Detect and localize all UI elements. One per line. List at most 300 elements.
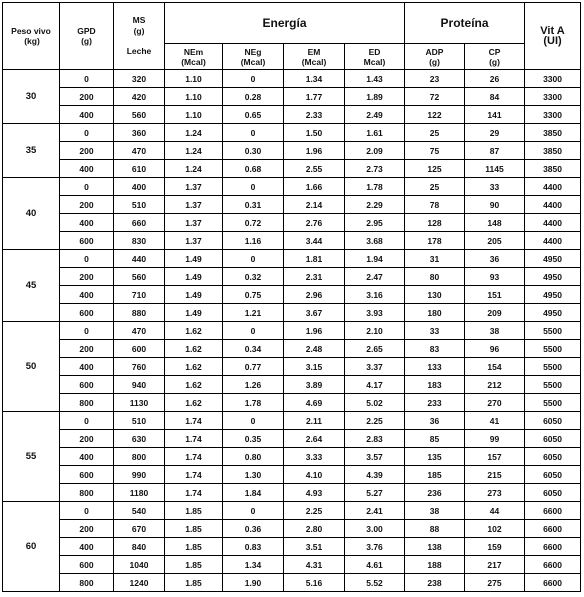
table-row [3, 304, 581, 322]
em-cell: 3.33 [284, 448, 345, 466]
neg-unit: (Mcal) [240, 56, 266, 67]
gpd-cell: 200 [60, 142, 114, 160]
nem-cell: 1.37 [165, 178, 223, 196]
em-cell: 4.93 [284, 484, 345, 502]
em-cell: 3.89 [284, 376, 345, 394]
nem-cell: 1.85 [165, 574, 223, 592]
nem-cell: 1.10 [165, 106, 223, 124]
neg-cell: 1.84 [223, 484, 284, 502]
table-row [3, 484, 581, 502]
em-cell: 1.77 [284, 88, 345, 106]
em-cell: 2.11 [284, 412, 345, 430]
em-cell: 2.96 [284, 286, 345, 304]
gpd-header [60, 3, 114, 70]
nem-header [165, 44, 223, 70]
vit-a-cell: 5500 [525, 376, 581, 394]
nem-cell: 1.74 [165, 484, 223, 502]
peso-vivo-cell: 40 [3, 178, 60, 250]
table-row [3, 268, 581, 286]
ms-cell: 470 [114, 142, 165, 160]
cp-cell: 36 [465, 250, 525, 268]
adp-unit: (g) [429, 56, 440, 67]
nem-cell: 1.62 [165, 394, 223, 412]
ms-cell: 600 [114, 340, 165, 358]
table-body [3, 70, 581, 592]
adp-cell: 122 [405, 106, 465, 124]
table-row [3, 178, 581, 196]
nem-cell: 1.85 [165, 538, 223, 556]
adp-cell: 33 [405, 322, 465, 340]
peso-vivo-cell: 50 [3, 322, 60, 412]
gpd-cell: 400 [60, 286, 114, 304]
cp-cell: 99 [465, 430, 525, 448]
neg-cell: 0.34 [223, 340, 284, 358]
adp-cell: 88 [405, 520, 465, 538]
ed-cell: 1.89 [345, 88, 405, 106]
neg-cell: 0 [223, 178, 284, 196]
adp-cell: 138 [405, 538, 465, 556]
em-cell: 1.50 [284, 124, 345, 142]
nem-cell: 1.49 [165, 268, 223, 286]
energia-group-header: Energía [165, 3, 405, 44]
nem-cell: 1.62 [165, 340, 223, 358]
em-cell: 1.96 [284, 142, 345, 160]
table-row [3, 394, 581, 412]
cp-cell: 87 [465, 142, 525, 160]
peso-vivo-cell: 45 [3, 250, 60, 322]
em-cell: 1.34 [284, 70, 345, 88]
em-cell: 2.64 [284, 430, 345, 448]
neg-cell: 0.77 [223, 358, 284, 376]
ms-cell: 630 [114, 430, 165, 448]
table-row [3, 358, 581, 376]
table-row [3, 574, 581, 592]
vit-a-cell: 4950 [525, 268, 581, 286]
ms-cell: 760 [114, 358, 165, 376]
adp-cell: 25 [405, 124, 465, 142]
ms-cell: 510 [114, 412, 165, 430]
table-row [3, 124, 581, 142]
cp-label: CP [488, 46, 501, 57]
neg-cell: 0 [223, 412, 284, 430]
ed-cell: 3.68 [345, 232, 405, 250]
adp-cell: 133 [405, 358, 465, 376]
adp-cell: 238 [405, 574, 465, 592]
ed-cell: 2.25 [345, 412, 405, 430]
em-cell: 2.80 [284, 520, 345, 538]
em-cell: 4.69 [284, 394, 345, 412]
adp-cell: 75 [405, 142, 465, 160]
vit-a-cell: 5500 [525, 394, 581, 412]
gpd-cell: 0 [60, 502, 114, 520]
gpd-cell: 0 [60, 412, 114, 430]
ed-cell: 5.52 [345, 574, 405, 592]
cp-cell: 154 [465, 358, 525, 376]
vit-a-cell: 4950 [525, 304, 581, 322]
nem-cell: 1.85 [165, 520, 223, 538]
ed-cell: 1.78 [345, 178, 405, 196]
gpd-cell: 0 [60, 124, 114, 142]
cp-cell: 41 [465, 412, 525, 430]
em-cell: 2.25 [284, 502, 345, 520]
cp-cell: 84 [465, 88, 525, 106]
gpd-cell: 400 [60, 214, 114, 232]
peso-vivo-header [3, 3, 60, 70]
gpd-cell: 400 [60, 538, 114, 556]
vit-a-cell: 4950 [525, 250, 581, 268]
ms-cell: 470 [114, 322, 165, 340]
gpd-cell: 400 [60, 448, 114, 466]
adp-cell: 25 [405, 178, 465, 196]
ed-cell: 4.17 [345, 376, 405, 394]
ed-cell: 5.27 [345, 484, 405, 502]
ed-cell: 3.57 [345, 448, 405, 466]
cp-cell: 90 [465, 196, 525, 214]
nem-label: NEm [183, 46, 204, 57]
neg-cell: 1.34 [223, 556, 284, 574]
nem-cell: 1.10 [165, 70, 223, 88]
gpd-cell: 200 [60, 196, 114, 214]
ed-cell: 5.02 [345, 394, 405, 412]
ms-cell: 710 [114, 286, 165, 304]
neg-cell: 0 [223, 70, 284, 88]
ms-cell: 990 [114, 466, 165, 484]
ed-unit: Mcal) [363, 56, 386, 67]
nem-cell: 1.62 [165, 358, 223, 376]
peso-vivo-unit: (kg) [24, 36, 40, 46]
adp-cell: 38 [405, 502, 465, 520]
em-cell: 1.81 [284, 250, 345, 268]
table-row [3, 214, 581, 232]
nem-cell: 1.49 [165, 304, 223, 322]
table-row [3, 142, 581, 160]
neg-cell: 1.78 [223, 394, 284, 412]
table-row [3, 376, 581, 394]
neg-cell: 0.35 [223, 430, 284, 448]
ed-cell: 4.39 [345, 466, 405, 484]
em-cell: 4.31 [284, 556, 345, 574]
table-row [3, 430, 581, 448]
ms-header [114, 3, 165, 70]
neg-cell: 0.31 [223, 196, 284, 214]
peso-vivo-cell: 35 [3, 124, 60, 178]
ed-cell: 1.94 [345, 250, 405, 268]
em-cell: 2.14 [284, 196, 345, 214]
nem-cell: 1.74 [165, 430, 223, 448]
cp-cell: 141 [465, 106, 525, 124]
vit-a-cell: 6600 [525, 520, 581, 538]
em-header [284, 44, 345, 70]
peso-vivo-cell: 55 [3, 412, 60, 502]
vit-a-cell: 6050 [525, 466, 581, 484]
adp-cell: 128 [405, 214, 465, 232]
em-cell: 1.96 [284, 322, 345, 340]
neg-cell: 0.68 [223, 160, 284, 178]
ms-cell: 940 [114, 376, 165, 394]
ms-cell: 560 [114, 106, 165, 124]
ms-cell: 420 [114, 88, 165, 106]
em-label: EM [307, 46, 321, 57]
vit-a-cell: 6600 [525, 556, 581, 574]
vit-a-cell: 5500 [525, 340, 581, 358]
gpd-cell: 200 [60, 268, 114, 286]
vit-a-cell: 3300 [525, 70, 581, 88]
em-cell: 2.33 [284, 106, 345, 124]
adp-label: ADP [425, 46, 444, 57]
cp-unit: (g) [489, 56, 500, 67]
vit-a-cell: 3300 [525, 106, 581, 124]
cp-cell: 159 [465, 538, 525, 556]
neg-label: NEg [244, 46, 262, 57]
ms-cell: 400 [114, 178, 165, 196]
table-row [3, 70, 581, 88]
cp-cell: 151 [465, 286, 525, 304]
ed-cell: 2.65 [345, 340, 405, 358]
ed-cell: 2.29 [345, 196, 405, 214]
neg-cell: 0 [223, 502, 284, 520]
ed-cell: 2.41 [345, 502, 405, 520]
ms-cell: 1040 [114, 556, 165, 574]
gpd-cell: 400 [60, 358, 114, 376]
gpd-cell: 0 [60, 250, 114, 268]
ed-cell: 3.93 [345, 304, 405, 322]
ed-cell: 2.09 [345, 142, 405, 160]
cp-cell: 1145 [465, 160, 525, 178]
cp-header [465, 44, 525, 70]
vit-a-cell: 3850 [525, 124, 581, 142]
vit-a-cell: 6050 [525, 430, 581, 448]
neg-cell: 0 [223, 124, 284, 142]
ms-cell: 660 [114, 214, 165, 232]
cp-cell: 217 [465, 556, 525, 574]
vit-a-cell: 5500 [525, 322, 581, 340]
ms-cell: 800 [114, 448, 165, 466]
adp-cell: 85 [405, 430, 465, 448]
gpd-cell: 600 [60, 556, 114, 574]
ms-cell: 830 [114, 232, 165, 250]
ms-cell: 560 [114, 268, 165, 286]
vit-a-cell: 4950 [525, 286, 581, 304]
gpd-cell: 0 [60, 178, 114, 196]
em-cell: 2.55 [284, 160, 345, 178]
table-row [3, 160, 581, 178]
table-row [3, 502, 581, 520]
gpd-cell: 200 [60, 340, 114, 358]
cp-cell: 44 [465, 502, 525, 520]
cp-cell: 212 [465, 376, 525, 394]
nem-cell: 1.24 [165, 160, 223, 178]
ed-cell: 3.76 [345, 538, 405, 556]
gpd-cell: 800 [60, 574, 114, 592]
vit-a-unit: (UI) [543, 35, 562, 47]
vit-a-cell: 6050 [525, 448, 581, 466]
em-cell: 2.76 [284, 214, 345, 232]
ms-cell: 440 [114, 250, 165, 268]
nem-cell: 1.85 [165, 502, 223, 520]
ms-sub-label: Leche [126, 46, 152, 56]
adp-header [405, 44, 465, 70]
ed-cell: 4.61 [345, 556, 405, 574]
vit-a-label: Vit A [540, 25, 565, 37]
em-cell: 3.44 [284, 232, 345, 250]
ed-cell: 2.47 [345, 268, 405, 286]
cp-cell: 209 [465, 304, 525, 322]
cp-cell: 38 [465, 322, 525, 340]
neg-header [223, 44, 284, 70]
gpd-cell: 200 [60, 520, 114, 538]
vit-a-cell: 3850 [525, 142, 581, 160]
vit-a-cell: 5500 [525, 358, 581, 376]
adp-cell: 188 [405, 556, 465, 574]
neg-cell: 0.30 [223, 142, 284, 160]
vit-a-cell: 6600 [525, 574, 581, 592]
gpd-cell: 0 [60, 70, 114, 88]
ms-cell: 540 [114, 502, 165, 520]
proteina-group-header: Proteína [405, 3, 525, 44]
em-cell: 2.31 [284, 268, 345, 286]
gpd-cell: 200 [60, 88, 114, 106]
table-row [3, 466, 581, 484]
table-row [3, 88, 581, 106]
nutrient-requirements-table [2, 2, 581, 592]
gpd-cell: 800 [60, 394, 114, 412]
ms-cell: 670 [114, 520, 165, 538]
adp-cell: 135 [405, 448, 465, 466]
vit-a-header [525, 3, 581, 70]
neg-cell: 1.16 [223, 232, 284, 250]
ed-cell: 2.95 [345, 214, 405, 232]
ms-cell: 840 [114, 538, 165, 556]
nem-cell: 1.49 [165, 250, 223, 268]
nem-cell: 1.37 [165, 196, 223, 214]
adp-cell: 125 [405, 160, 465, 178]
em-cell: 5.16 [284, 574, 345, 592]
peso-vivo-cell: 60 [3, 502, 60, 592]
neg-cell: 1.21 [223, 304, 284, 322]
ms-label: MS [132, 15, 146, 25]
em-cell: 2.48 [284, 340, 345, 358]
neg-cell: 0.32 [223, 268, 284, 286]
vit-a-cell: 6050 [525, 484, 581, 502]
em-unit: (Mcal) [301, 56, 327, 67]
gpd-cell: 200 [60, 430, 114, 448]
neg-cell: 0.72 [223, 214, 284, 232]
em-cell: 1.66 [284, 178, 345, 196]
cp-cell: 273 [465, 484, 525, 502]
table-row [3, 448, 581, 466]
ed-cell: 1.43 [345, 70, 405, 88]
table-row [3, 322, 581, 340]
nem-cell: 1.49 [165, 286, 223, 304]
ed-cell: 2.83 [345, 430, 405, 448]
adp-cell: 80 [405, 268, 465, 286]
neg-cell: 0 [223, 322, 284, 340]
adp-cell: 185 [405, 466, 465, 484]
ms-cell: 1240 [114, 574, 165, 592]
gpd-cell: 600 [60, 304, 114, 322]
vit-a-cell: 6050 [525, 412, 581, 430]
cp-cell: 29 [465, 124, 525, 142]
adp-cell: 233 [405, 394, 465, 412]
cp-cell: 102 [465, 520, 525, 538]
gpd-cell: 600 [60, 376, 114, 394]
ed-cell: 2.49 [345, 106, 405, 124]
table-row [3, 196, 581, 214]
neg-cell: 0.83 [223, 538, 284, 556]
gpd-cell: 400 [60, 106, 114, 124]
ed-cell: 3.00 [345, 520, 405, 538]
table-row [3, 538, 581, 556]
nem-cell: 1.74 [165, 448, 223, 466]
adp-cell: 83 [405, 340, 465, 358]
ed-cell: 1.61 [345, 124, 405, 142]
adp-cell: 72 [405, 88, 465, 106]
gpd-cell: 600 [60, 232, 114, 250]
ms-cell: 510 [114, 196, 165, 214]
cp-cell: 157 [465, 448, 525, 466]
nem-cell: 1.10 [165, 88, 223, 106]
vit-a-cell: 3850 [525, 160, 581, 178]
neg-cell: 0.65 [223, 106, 284, 124]
nem-cell: 1.62 [165, 322, 223, 340]
neg-cell: 0.28 [223, 88, 284, 106]
nem-cell: 1.74 [165, 466, 223, 484]
cp-cell: 148 [465, 214, 525, 232]
adp-cell: 180 [405, 304, 465, 322]
cp-cell: 270 [465, 394, 525, 412]
gpd-cell: 400 [60, 160, 114, 178]
adp-cell: 36 [405, 412, 465, 430]
ed-cell: 3.37 [345, 358, 405, 376]
gpd-cell: 800 [60, 484, 114, 502]
vit-a-cell: 4400 [525, 196, 581, 214]
table-row [3, 340, 581, 358]
em-cell: 3.51 [284, 538, 345, 556]
vit-a-cell: 4400 [525, 214, 581, 232]
neg-cell: 0 [223, 250, 284, 268]
ms-cell: 1180 [114, 484, 165, 502]
cp-cell: 215 [465, 466, 525, 484]
ed-header [345, 44, 405, 70]
ms-cell: 360 [114, 124, 165, 142]
cp-cell: 93 [465, 268, 525, 286]
adp-cell: 183 [405, 376, 465, 394]
vit-a-cell: 4400 [525, 178, 581, 196]
ms-unit: (g) [133, 26, 145, 36]
adp-cell: 23 [405, 70, 465, 88]
neg-cell: 0.80 [223, 448, 284, 466]
gpd-unit: (g) [81, 36, 92, 46]
nem-cell: 1.74 [165, 412, 223, 430]
nem-cell: 1.37 [165, 232, 223, 250]
em-cell: 4.10 [284, 466, 345, 484]
ed-cell: 3.16 [345, 286, 405, 304]
table-row [3, 520, 581, 538]
nem-cell: 1.24 [165, 142, 223, 160]
em-cell: 3.15 [284, 358, 345, 376]
cp-cell: 205 [465, 232, 525, 250]
adp-cell: 31 [405, 250, 465, 268]
table-row [3, 106, 581, 124]
table-row [3, 232, 581, 250]
gpd-cell: 0 [60, 322, 114, 340]
table-row [3, 412, 581, 430]
nem-unit: (Mcal) [181, 56, 206, 67]
nem-cell: 1.62 [165, 376, 223, 394]
cp-cell: 26 [465, 70, 525, 88]
ms-cell: 1130 [114, 394, 165, 412]
neg-cell: 0.75 [223, 286, 284, 304]
